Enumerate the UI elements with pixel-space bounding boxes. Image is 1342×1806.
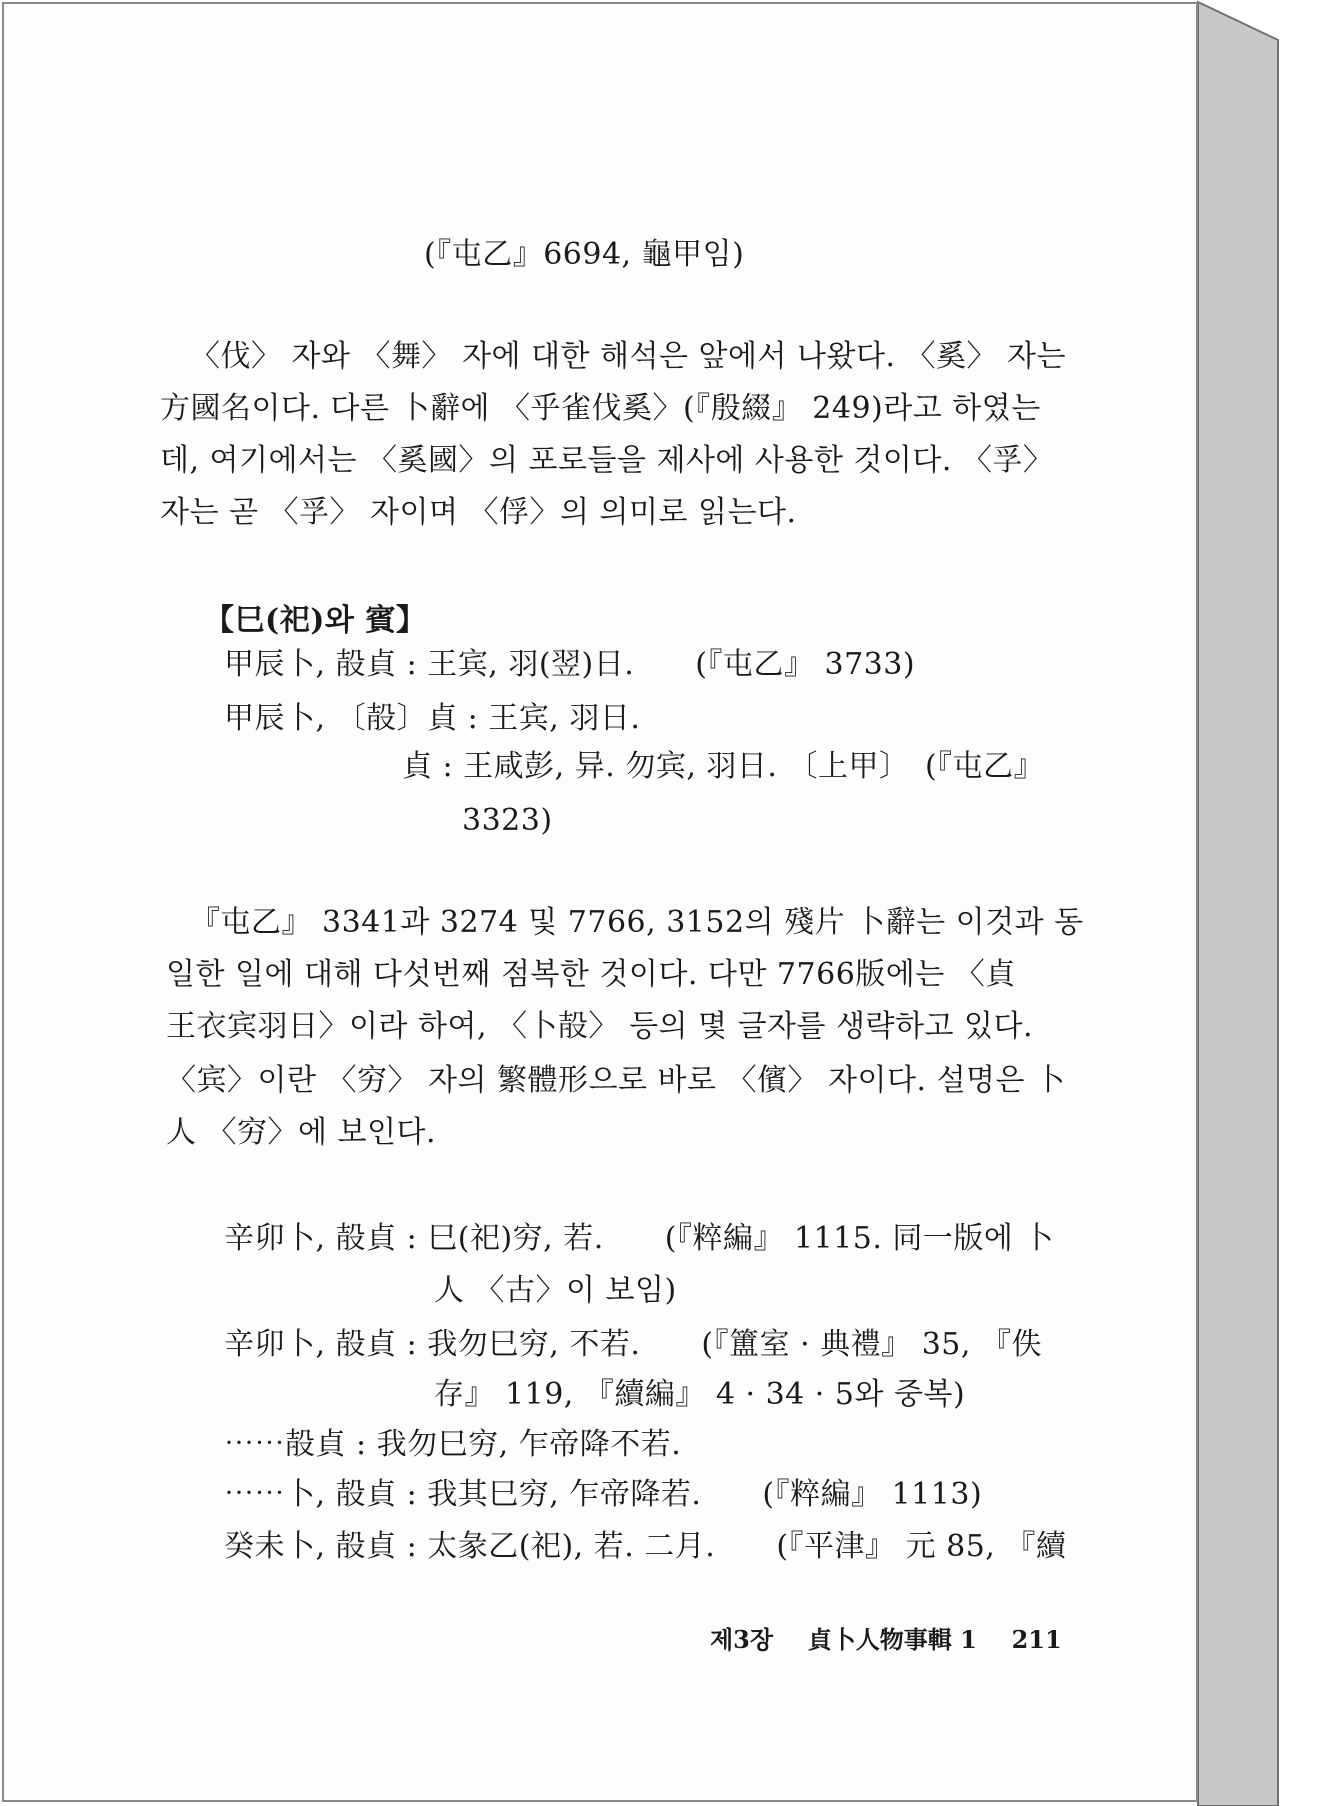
inscription-line-3: 貞 : 王咸彭, 异. 勿宾, 羽日. 〔上甲〕 (『屯乙』	[402, 749, 1045, 784]
paragraph-1-line-3: 데, 여기에서는 〈奚國〉의 포로들을 제사에 사용한 것이다. 〈孚〉	[160, 443, 1054, 478]
figure-caption: (『屯乙』6694, 龜甲임)	[424, 237, 745, 272]
inscription-line-2: 甲辰卜, 〔㱿〕貞 : 王宾, 羽日.	[224, 701, 641, 736]
paragraph-1-line-2: 方國名이다. 다른 卜辭에 〈乎雀伐奚〉(『殷綴』 249)라고 하였는	[160, 391, 1041, 426]
inscription-2-line-3: 辛卯卜, 㱿貞 : 我勿巳穷, 不若. (『簠室 · 典禮』 35, 『佚	[224, 1327, 1042, 1362]
inscription-2-line-7: 癸未卜, 㱿貞 : 太彖乙(祀), 若. 二月. (『平津』 元 85, 『續	[224, 1529, 1067, 1564]
section-heading: 【巳(祀)와 賓】	[204, 603, 427, 638]
inscription-2-line-2: 人 〈古〉이 보임)	[434, 1273, 677, 1308]
footer-chapter: 제3장	[710, 1625, 774, 1654]
paragraph-2-line-5: 人 〈穷〉에 보인다.	[166, 1115, 437, 1150]
inscription-2-line-5: ⋯⋯㱿貞 : 我勿巳穷, 乍帝降不若.	[224, 1427, 682, 1462]
inscription-2-line-4: 存』 119, 『續編』 4 · 34 · 5와 중복)	[434, 1377, 966, 1412]
inscription-2-line-6: ⋯⋯卜, 㱿貞 : 我其巳穷, 乍帝降若. (『粹編』 1113)	[224, 1477, 983, 1512]
inscription-2-line-1: 辛卯卜, 㱿貞 : 巳(祀)穷, 若. (『粹編』 1115. 同一版에 卜	[224, 1221, 1054, 1256]
paragraph-1-line-1: 〈伐〉 자와 〈舞〉 자에 대한 해석은 앞에서 나왔다. 〈奚〉 자는	[190, 339, 1067, 374]
footer-title: 貞卜人物事輯 1	[807, 1625, 977, 1654]
page-number: 211	[1011, 1625, 1062, 1654]
paragraph-2-line-3: 王衣宾羽日〉이라 하여, 〈卜㱿〉 등의 몇 글자를 생략하고 있다.	[166, 1009, 1034, 1044]
paragraph-2-line-2: 일한 일에 대해 다섯번째 점복한 것이다. 다만 7766版에는 〈貞	[166, 957, 1016, 992]
paragraph-2-line-1: 『屯乙』 3341과 3274 및 7766, 3152의 殘片 卜辭는 이것과 동	[190, 905, 1084, 940]
paragraph-2-line-4: 〈宾〉이란 〈穷〉 자의 繁體形으로 바로 〈儐〉 자이다. 설명은 卜	[166, 1063, 1066, 1098]
inscription-line-4: 3323)	[462, 803, 553, 838]
paragraph-1-line-4: 자는 곧 〈孚〉 자이며 〈俘〉의 의미로 읽는다.	[160, 495, 797, 530]
book-page	[2, 2, 1198, 1802]
page-footer	[710, 1620, 1062, 1655]
inscription-line-1: 甲辰卜, 㱿貞 : 王宾, 羽(翌)日. (『屯乙』 3733)	[224, 647, 916, 682]
